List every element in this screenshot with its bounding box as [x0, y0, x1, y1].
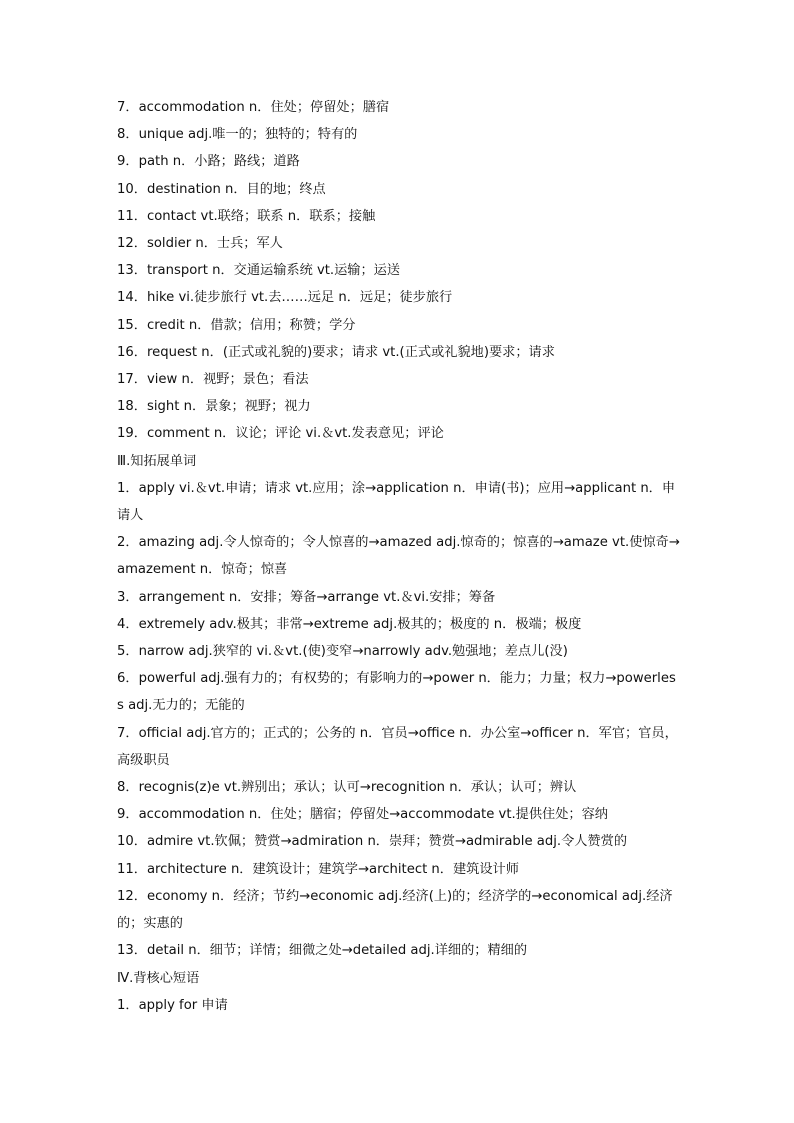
vocab-item-18: 18．sight n．景象；视野；视力 — [117, 399, 311, 415]
extended-item-3: 3．arrangement n．安排；筹备→arrange vt.＆vi.安排；筹备 — [117, 589, 496, 605]
vocab-item-14: 14．hike vi.徒步旅行 vt.去……远足 n．远足；徒步旅行 — [117, 290, 453, 306]
extended-item-8: 8．recognis(z)e vt.辨别出；承认；认可→recognition n．承认；认可；辨认 — [117, 780, 577, 796]
section-heading-core-phrases: Ⅳ.背核心短语 — [117, 970, 200, 986]
vocab-item-19: 19．comment n．议论；评论 vi.＆vt.发表意见；评论 — [117, 426, 444, 442]
extended-item-11: 11．architecture n．建筑设计；建筑学→architect n．建筑设计师 — [117, 861, 519, 877]
extended-item-13: 13．detail n．细节；详情；细微之处→detailed adj.详细的；精细的 — [117, 943, 528, 959]
vocab-item-7: 7．accommodation n．住处；停留处；膳宿 — [117, 100, 390, 115]
vocab-item-15: 15．credit n．借款；信用；称赞；学分 — [117, 317, 356, 333]
extended-item-10: 10．admire vt.钦佩；赞赏→admiration n．崇拜；赞赏→admirable adj.令人赞赏的 — [117, 834, 628, 850]
extended-item-1: 1．apply vi.＆vt.申请；请求 vt.应用；涂→application n．申请(书)；应用→applicant n．申请人 — [117, 480, 676, 524]
vocabulary-list — [117, 94, 680, 1019]
extended-item-4: 4．extremely adv.极其；非常→extreme adj.极其的；极度的 n．极端；极度 — [117, 616, 582, 632]
extended-item-5: 5．narrow adj.狭窄的 vi.＆vt.(使)变窄→narrowly adv.勉强地；差点儿(没) — [117, 644, 568, 660]
vocab-item-9: 9．path n．小路；路线；道路 — [117, 154, 300, 170]
vocab-item-10: 10．destination n．目的地；终点 — [117, 181, 326, 197]
extended-item-9: 9．accommodation n．住处；膳宿；停留处→accommodate vt.提供住处；容纳 — [117, 807, 608, 823]
vocab-item-11: 11．contact vt.联络；联系 n．联系；接触 — [117, 208, 376, 224]
extended-item-2: 2．amazing adj.令人惊奇的；令人惊喜的→amazed adj.惊奇的；惊喜的→amaze vt.使惊奇→amazement n．惊奇；惊喜 — [117, 535, 680, 578]
vocab-item-8: 8．unique adj.唯一的；独特的；特有的 — [117, 127, 358, 143]
section-heading-extended-words: Ⅲ.知拓展单词 — [117, 453, 197, 469]
extended-item-6: 6．powerful adj.强有力的；有权势的；有影响力的→power n．能力；力量；权力→powerless adj.无力的；无能的 — [117, 671, 676, 714]
phrase-item-1: 1．apply for 申请 — [117, 997, 228, 1013]
vocab-item-17: 17．view n．视野；景色；看法 — [117, 372, 309, 388]
extended-item-7: 7．official adj.官方的；正式的；公务的 n．官员→office n．办公室→officer n．军官；官员，高级职员 — [117, 725, 678, 768]
vocab-item-12: 12．soldier n．士兵；军人 — [117, 236, 283, 252]
vocab-item-16: 16．request n．(正式或礼貌的)要求；请求 vt.(正式或礼貌地)要求；请求 — [117, 344, 555, 360]
vocab-item-13: 13．transport n．交通运输系统 vt.运输；运送 — [117, 263, 401, 279]
extended-item-12: 12．economy n．经济；节约→economic adj.经济(上)的；经济学的→economical adj.经济的；实惠的 — [117, 888, 673, 932]
